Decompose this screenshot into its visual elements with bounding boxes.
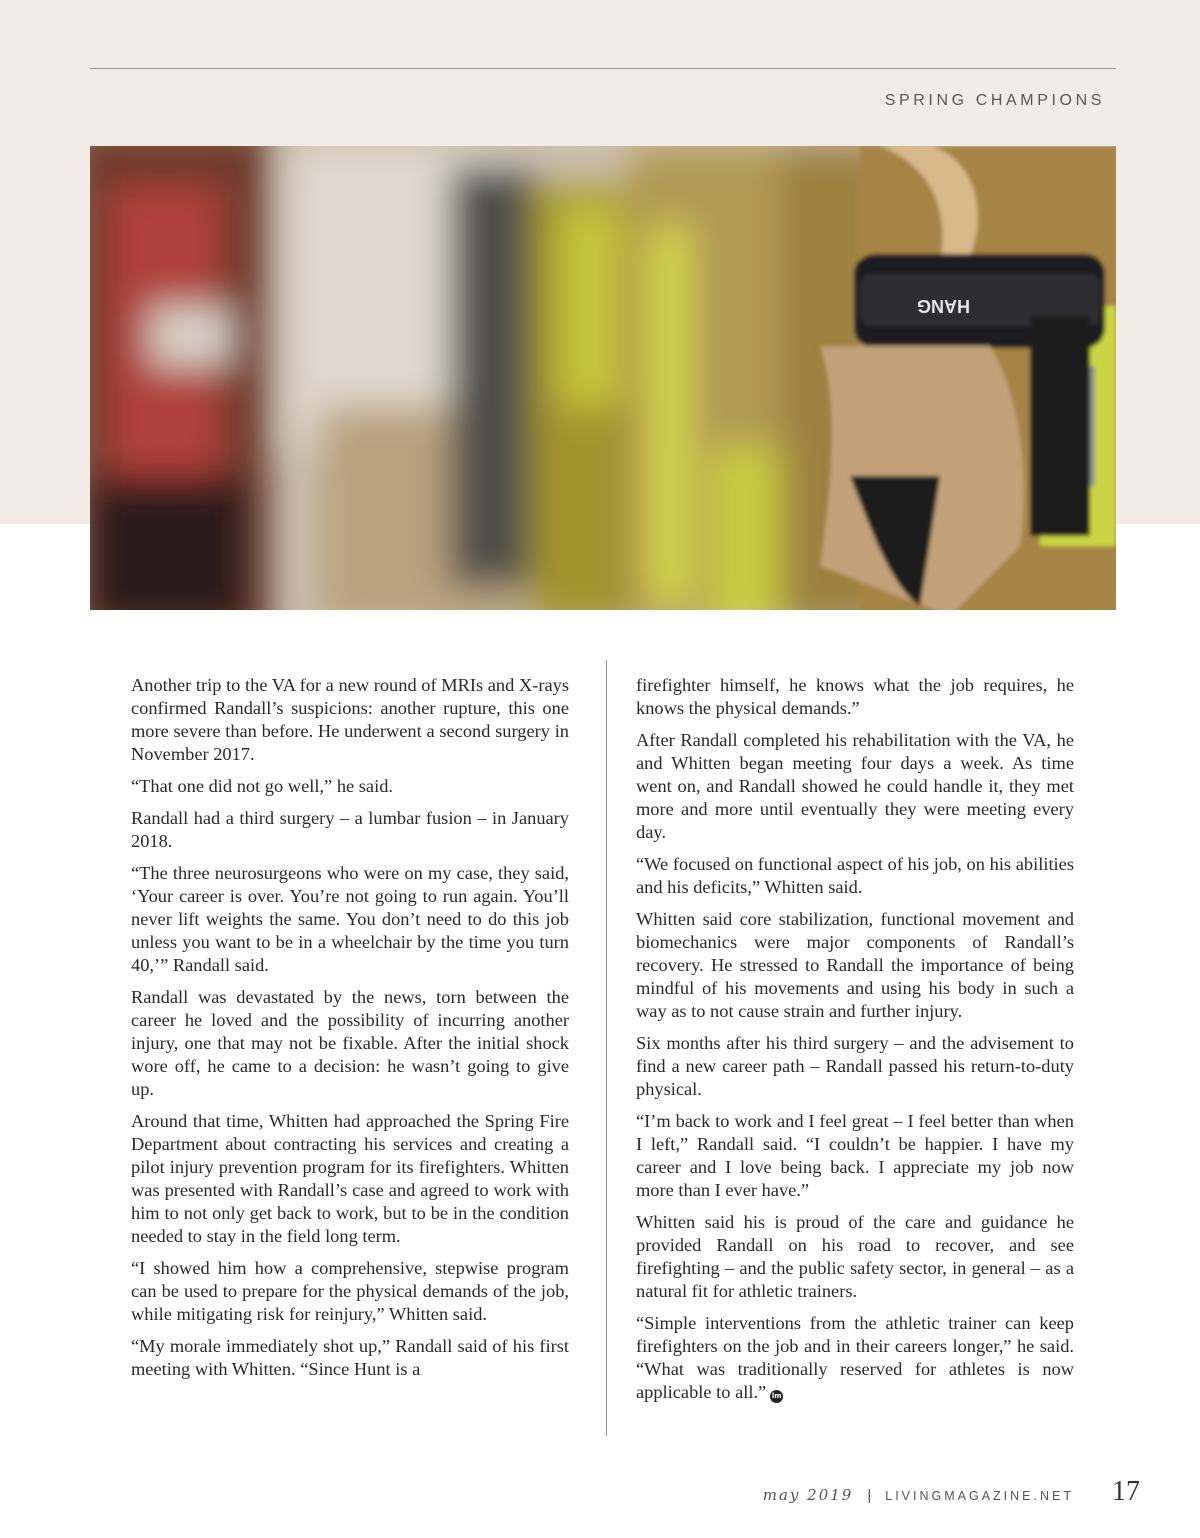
paragraph: Randall was devastated by the news, torn between the career he loved and the possibility of incurring another injury, one that may not be fixable. After the initial shock wore off, he came to a decision: he wasn’t going to give up.: [131, 987, 569, 1099]
paragraph: “I showed him how a comprehensive, stepwise program can be used to prepare for the physical demands of the job, while mitigating risk for reinjury,” Whitten said.: [131, 1258, 569, 1324]
footer-site-link[interactable]: LIVINGMAGAZINE.NET: [885, 1489, 1074, 1503]
paragraph: Another trip to the VA for a new round of MRIs and X-rays confirmed Randall’s suspicions: another rupture, this one more severe than before. He underwent a second surgery in November 2017.: [131, 675, 569, 764]
paragraph: “My morale immediately shot up,” Randall said of his first meeting with Whitten. “Since Hunt is a: [131, 1336, 569, 1379]
firefighter-gear-photo: [90, 146, 1116, 610]
paragraph: Whitten said core stabilization, functional movement and biomechanics were major components of Randall’s recovery. He stressed to Randall the importance of being mindful of his movements and using his body in such a way as to not cause strain and further injury.: [636, 909, 1074, 1021]
paragraph: “The three neurosurgeons who were on my case, they said, ‘Your career is over. You’re not going to run again. You’ll never lift weights the same. You don’t need to do this job unless you want to be in a wheelchair by the time you turn 40,’” Randall said.: [131, 863, 569, 975]
end-mark-icon: lm: [770, 1390, 783, 1403]
footer-date: may 2019: [762, 1486, 854, 1504]
paragraph: Six months after his third surgery – and the advisement to find a new career path – Randall passed his return-to-duty physical.: [636, 1033, 1074, 1099]
paragraph: Around that time, Whitten had approached the Spring Fire Department about contracting his services and creating a pilot injury prevention program for its firefighters. Whitten was presented with Randall’s case and agreed to work with him to not only get back to work, but to be in the condition needed to stay in the field long term.: [131, 1111, 569, 1246]
paragraph: “That one did not go well,” he said.: [131, 776, 393, 796]
photo-illustration: [90, 146, 1116, 610]
paragraph: firefighter himself, he knows what the job requires, he knows the physical demands.”: [636, 675, 1074, 718]
paragraph: Whitten said his is proud of the care and guidance he provided Randall on his road to recover, and see firefighting – and the public safety sector, in general – as a natural fit for athletic trainers.: [636, 1212, 1074, 1301]
footer-separator: |: [867, 1487, 872, 1504]
paragraph: After Randall completed his rehabilitation with the VA, he and Whitten began meeting four days a week. As time went on, and Randall showed he could handle it, they met more and more until eventually they were meeting every day.: [636, 730, 1074, 842]
paragraph-text: “Simple interventions from the athletic trainer can keep firefighters on the job and in their careers longer,” he said. “What was traditionally reserved for athletes is now applicable to all.”: [636, 1313, 1074, 1402]
gear-tag-label: HANG: [917, 296, 970, 316]
article-column-right: [636, 674, 1074, 1413]
paragraph: “I’m back to work and I feel great – I feel better than when I left,” Randall said. “I couldn’t be happier. I have my career and I love being back. I appreciate my job now more than I ever have.”: [636, 1111, 1074, 1200]
page-footer: [763, 1476, 1140, 1508]
page-number: 17: [1112, 1476, 1140, 1507]
article-column-left: [131, 674, 569, 1390]
paragraph: “We focused on functional aspect of his job, on his abilities and his deficits,” Whitten said.: [636, 854, 1074, 897]
paragraph: Randall had a third surgery – a lumbar fusion – in January 2018.: [131, 808, 569, 851]
section-label: SPRING CHAMPIONS: [884, 92, 1105, 109]
column-divider: [606, 660, 607, 1436]
last-paragraph: [636, 1312, 1074, 1404]
header-rule: [90, 68, 1116, 69]
